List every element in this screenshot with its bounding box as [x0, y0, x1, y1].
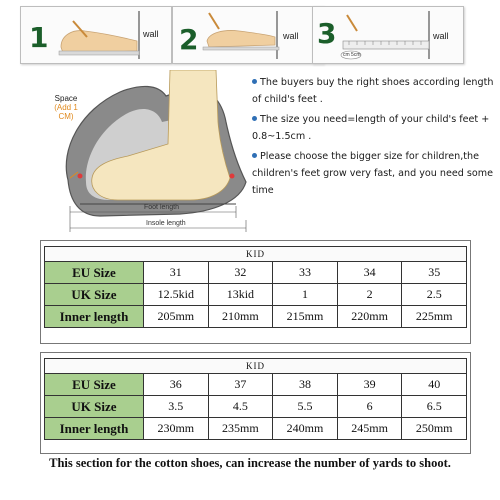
table-caption: KID: [45, 247, 467, 262]
footnote: This section for the cotton shoes, can increase the number of yards to shoot.: [49, 456, 451, 470]
step-number: 1: [29, 21, 49, 54]
measurement-steps: [0, 0, 500, 68]
step-3-panel: [312, 6, 464, 64]
row-label: Inner length: [45, 306, 144, 328]
table-caption-row: [45, 359, 467, 374]
table-cell: 210mm: [208, 306, 273, 328]
table-cell: 13kid: [208, 284, 273, 306]
table-cell: 33: [273, 262, 338, 284]
table-row: [45, 262, 467, 284]
table-cell: 245mm: [337, 418, 402, 440]
table-row: [45, 374, 467, 396]
table-cell: 35: [402, 262, 467, 284]
table-cell: 250mm: [402, 418, 467, 440]
wall-label: wall: [433, 31, 449, 41]
foot-in-shoe-diagram: [40, 70, 258, 238]
step-number: 3: [317, 17, 337, 50]
wall-label: wall: [283, 31, 299, 41]
advice-item: [252, 74, 498, 109]
advice-text: The buyers buy the right shoes according length of child's feet .: [252, 77, 494, 106]
table-cell: 1: [273, 284, 338, 306]
insole-length-label: Insole length: [146, 220, 186, 227]
table-cell: 5.5: [273, 396, 338, 418]
table-caption-row: [45, 247, 467, 262]
table-cell: 2: [337, 284, 402, 306]
row-label: EU Size: [45, 374, 144, 396]
table-cell: 37: [208, 374, 273, 396]
table-cell: 4.5: [208, 396, 273, 418]
table-row: [45, 306, 467, 328]
table-cell: 12.5kid: [144, 284, 209, 306]
table-cell: 205mm: [144, 306, 209, 328]
table-cell: 31: [144, 262, 209, 284]
size-table-kid-2: [44, 358, 467, 440]
row-label: UK Size: [45, 284, 144, 306]
step-1-panel: [20, 6, 172, 64]
table-row: [45, 418, 467, 440]
row-label: Inner length: [45, 418, 144, 440]
space-title: Space: [54, 94, 78, 103]
step-2-panel: [172, 6, 324, 64]
table-row: [45, 284, 467, 306]
size-table-kid-1: [44, 246, 467, 328]
table-cell: 38: [273, 374, 338, 396]
advice-item: [252, 111, 498, 146]
step-number: 2: [179, 23, 199, 56]
table-cell: 6.5: [402, 396, 467, 418]
table-cell: 6: [337, 396, 402, 418]
table-cell: 215mm: [273, 306, 338, 328]
table-row: [45, 396, 467, 418]
table-cell: 240mm: [273, 418, 338, 440]
space-note: (Add 1 CM): [54, 103, 78, 121]
foot-length-label: Foot length: [144, 204, 180, 211]
space-label: [46, 94, 86, 121]
table-caption: KID: [45, 359, 467, 374]
table-cell: 230mm: [144, 418, 209, 440]
table-cell: 32: [208, 262, 273, 284]
table-cell: 39: [337, 374, 402, 396]
bullet-icon: [252, 116, 257, 121]
table-cell: 40: [402, 374, 467, 396]
bullet-icon: [252, 79, 257, 84]
advice-text: The size you need=length of your child's feet + 0.8~1.5cm .: [252, 113, 490, 143]
table-cell: 225mm: [402, 306, 467, 328]
advice-item: [252, 148, 498, 200]
advice-text: Please choose the bigger size for children,the children's feet grow very fast, and you need some time: [252, 150, 494, 197]
wall-label: wall: [143, 29, 159, 39]
table-cell: 235mm: [208, 418, 273, 440]
table-cell: 34: [337, 262, 402, 284]
table-cell: 3.5: [144, 396, 209, 418]
row-label: EU Size: [45, 262, 144, 284]
ruler-label: cm 5cm: [343, 52, 361, 58]
sizing-advice: [252, 74, 498, 202]
table-cell: 36: [144, 374, 209, 396]
bullet-icon: [252, 153, 257, 158]
row-label: UK Size: [45, 396, 144, 418]
table-cell: 2.5: [402, 284, 467, 306]
table-cell: 220mm: [337, 306, 402, 328]
